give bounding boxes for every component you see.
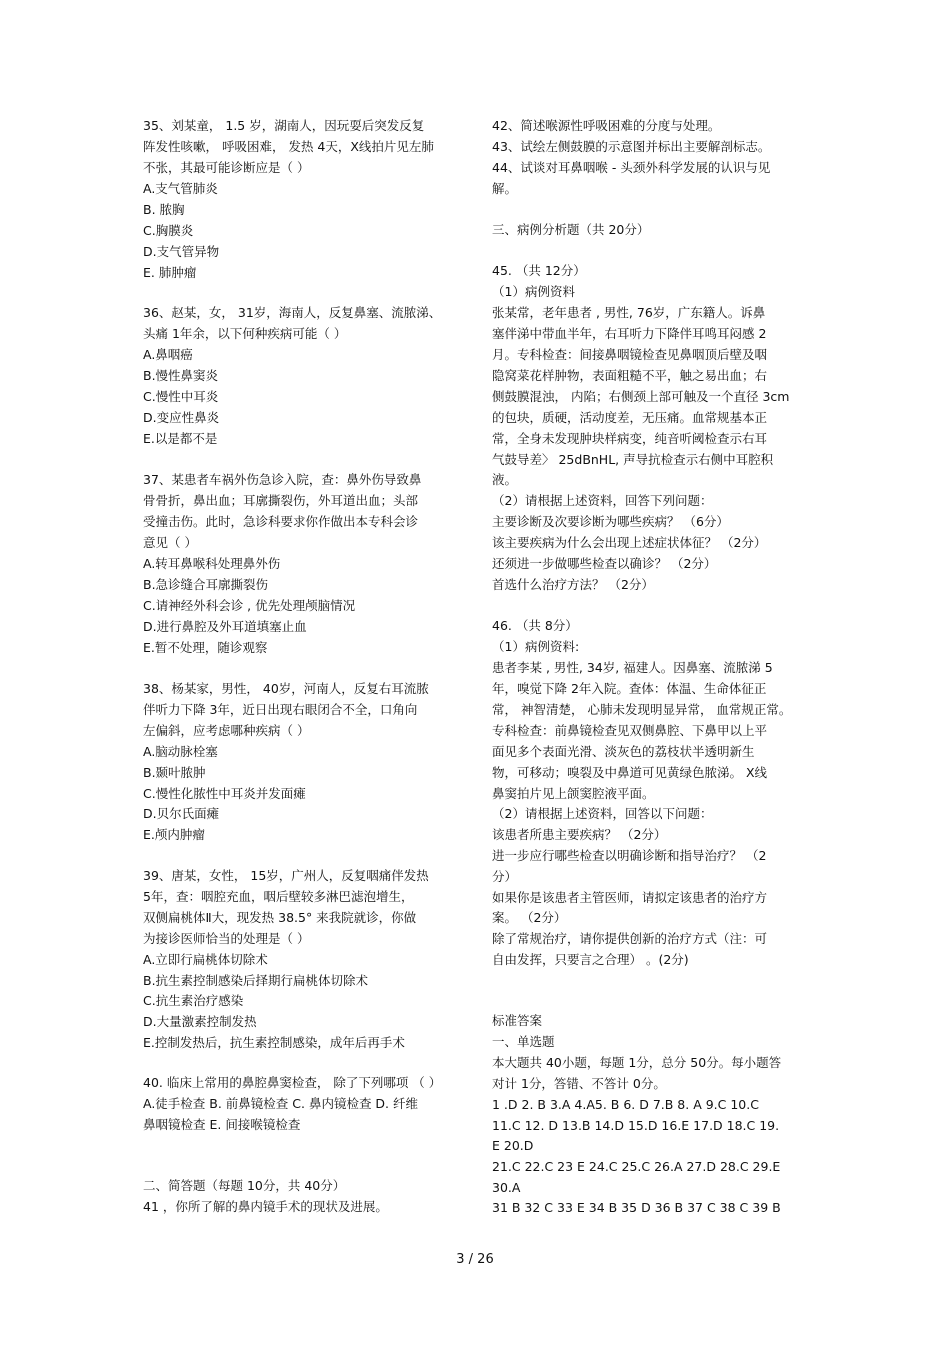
right-text-line: 除了常规治疗，请你提供创新的治疗方式（注：可 xyxy=(492,931,768,946)
left-text-line: B.急诊缝合耳廓撕裂伤 xyxy=(143,577,269,592)
left-text-line: 双侧扁桃体Ⅱ大，现发热 38.5° 来我院就诊，你做 xyxy=(143,910,417,925)
left-text-line: 36、赵某，女， 31岁，海南人，反复鼻塞、流脓涕、 xyxy=(143,305,442,320)
left-text-line: 41 ，你所了解的鼻内镜手术的现状及进展。 xyxy=(143,1199,388,1214)
left-text-line: D.大量激素控制发热 xyxy=(143,1014,257,1029)
right-text-line: 11.C 12. D 13.B 14.D 15.D 16.E 17.D 18.C 19. xyxy=(492,1118,780,1133)
right-text-line: 张某常，老年患者 , 男性, 76岁，广东籍人。诉鼻 xyxy=(492,305,766,320)
left-text-line: B. 脓胸 xyxy=(143,202,185,217)
right-text-line: 一、单选题 xyxy=(492,1034,555,1049)
right-text-line: 塞伴涕中带血半年，右耳听力下降伴耳鸣耳闷感 2 xyxy=(492,326,767,341)
left-text-line: 35、刘某童， 1.5 岁，湖南人，因玩耍后突发反复 xyxy=(143,118,425,133)
right-text-line: 物，可移动；嗅裂及中鼻道可见黄绿色脓涕。 X线 xyxy=(492,765,768,780)
right-text-line: 常， 神智清楚， 心肺未发现明显异常， 血常规正常。 xyxy=(492,702,792,717)
right-text-line: 液。 xyxy=(492,472,518,487)
right-text-line: 面见多个表面光滑、淡灰色的荔枝状半透明新生 xyxy=(492,744,755,759)
left-text-line: 头痛 1年余，以下何种疾病可能（ ） xyxy=(143,326,347,341)
right-text-line: 如果你是该患者主管医师，请拟定该患者的治疗方 xyxy=(492,890,768,905)
left-text-line: E. 肺肿瘤 xyxy=(143,265,197,280)
right-text-line: 专科检查：前鼻镜检查见双侧鼻腔、下鼻甲以上平 xyxy=(492,723,768,738)
right-text-line: 1 .D 2. B 3.A 4.A5. B 6. D 7.B 8. A 9.C 10.C xyxy=(492,1097,759,1112)
left-text-line: C.抗生素治疗感染 xyxy=(143,993,244,1008)
left-text-line: E.以是都不是 xyxy=(143,431,218,446)
right-text-line: 30.A xyxy=(492,1180,521,1195)
left-text-line: 为接诊医师恰当的处理是（ ） xyxy=(143,931,310,946)
right-text-line: （2）请根据上述资料，回答下列问题： xyxy=(492,493,713,508)
left-text-line: B.抗生素控制感染后择期行扁桃体切除术 xyxy=(143,973,369,988)
right-text-line: 侧鼓膜混浊， 内陷；右侧颈上部可触及一个直径 3cm xyxy=(492,389,790,404)
right-text-line: （1）病例资料: xyxy=(492,639,580,654)
left-text-line: 37、某患者车祸外伤急诊入院，查：鼻外伤导致鼻 xyxy=(143,472,422,487)
right-text-line: 鼻窦拍片见上颌窦腔液平面。 xyxy=(492,786,655,801)
page-number: 3 / 26 xyxy=(456,1252,494,1267)
right-text-line: 还须进一步做哪些检查以确诊？ （2分） xyxy=(492,556,717,571)
left-text-line: C.慢性化脓性中耳炎并发面瘫 xyxy=(143,786,306,801)
right-text-line: 年，嗅觉下降 2年入院。查体：体温、生命体征正 xyxy=(492,681,767,696)
right-text-line: 31 B 32 C 33 E 34 B 35 D 36 B 37 C 38 C 39 B xyxy=(492,1200,781,1215)
right-text-line: 解。 xyxy=(492,181,518,196)
right-text-line: 42、简述喉源性呼吸困难的分度与处理。 xyxy=(492,118,721,133)
right-text-line: 43、试绘左侧鼓膜的示意图并标出主要解剖标志。 xyxy=(492,139,771,154)
left-text-line: A.鼻咽癌 xyxy=(143,347,193,362)
left-text-line: 左偏斜，应考虑哪种疾病（ ） xyxy=(143,723,310,738)
right-text-line: 的包块，质硬，活动度差，无压痛。血常规基本正 xyxy=(492,410,768,425)
left-text-line: 受撞击伤。此时，急诊科要求你作做出本专科会诊 xyxy=(143,514,419,529)
right-text-line: 45. （共 12分） xyxy=(492,263,586,278)
right-text-line: 本大题共 40小题，每题 1分，总分 50分。每小题答 xyxy=(492,1055,782,1070)
right-text-line: 案。 （2分） xyxy=(492,910,567,925)
right-text-line: 标准答案 xyxy=(492,1013,543,1028)
left-text-line: C.慢性中耳炎 xyxy=(143,389,219,404)
right-text-line: 气鼓导差〉 25dBnHL, 声导抗检查示右侧中耳腔积 xyxy=(492,452,774,467)
right-text-line: 该主要疾病为什么会出现上述症状体征？ （2分） xyxy=(492,535,767,550)
right-text-line: 46. （共 8分） xyxy=(492,618,578,633)
right-text-line: 分） xyxy=(492,869,518,884)
left-text-line: D.贝尔氏面瘫 xyxy=(143,806,220,821)
left-text-line: A.徒手检查 B. 前鼻镜检查 C. 鼻内镜检查 D. 纤维 xyxy=(143,1096,418,1111)
right-text-line: 首选什么治疗方法？ （2分） xyxy=(492,577,654,592)
left-text-line: A.脑动脉栓塞 xyxy=(143,744,218,759)
right-text-line: 44、试谈对耳鼻咽喉 - 头颈外科学发展的认识与见 xyxy=(492,160,771,175)
right-text-line: 患者李某 , 男性, 34岁, 福建人。因鼻塞、流脓涕 5 xyxy=(492,660,773,675)
right-text-line: （1）病例资料 xyxy=(492,284,575,299)
right-text-line: （2）请根据上述资料，回答以下问题： xyxy=(492,806,713,821)
left-text-line: C.请神经外科会诊 , 优先处理颅脑情况 xyxy=(143,598,356,613)
left-text-line: B.颞叶脓肿 xyxy=(143,765,206,780)
left-text-line: A.转耳鼻喉科处理鼻外伤 xyxy=(143,556,281,571)
left-text-line: 不张，其最可能诊断应是（ ） xyxy=(143,160,310,175)
right-text-line: E 20.D xyxy=(492,1138,534,1153)
right-text-line: 该患者所患主要疾病？ （2分） xyxy=(492,827,667,842)
left-text-line: 骨骨折，鼻出血；耳廓撕裂伤，外耳道出血；头部 xyxy=(143,493,419,508)
left-text-line: 鼻咽镜检查 E. 间接喉镜检查 xyxy=(143,1117,301,1132)
left-text-line: 40. 临床上常用的鼻腔鼻窦检查， 除了下列哪项 （ ） xyxy=(143,1075,442,1090)
right-text-line: 主要诊断及次要诊断为哪些疾病？ （6分） xyxy=(492,514,729,529)
left-text-line: D.支气管异物 xyxy=(143,244,220,259)
right-text-line: 自由发挥，只要言之合理） 。(2分) xyxy=(492,952,689,967)
right-text-line: 对计 1分，答错、不答计 0分。 xyxy=(492,1076,666,1091)
left-text-line: E.暂不处理，随诊观察 xyxy=(143,640,268,655)
left-text-line: A.支气管肺炎 xyxy=(143,181,218,196)
right-text-line: 月。专科检查：间接鼻咽镜检查见鼻咽顶后壁及咽 xyxy=(492,347,768,362)
left-text-line: 38、杨某家，男性， 40岁，河南人，反复右耳流脓 xyxy=(143,681,429,696)
left-text-line: 伴听力下降 3年，近日出现右眼闭合不全，口角向 xyxy=(143,702,418,717)
left-text-line: D.进行鼻腔及外耳道填塞止血 xyxy=(143,619,307,634)
left-text-line: A.立即行扁桃体切除术 xyxy=(143,952,268,967)
left-text-line: 39、唐某，女性， 15岁，广州人，反复咽痛伴发热 xyxy=(143,868,429,883)
right-text-line: 常，全身未发现肿块样病变，纯音听阈检查示右耳 xyxy=(492,431,768,446)
left-text-line: 意见（ ） xyxy=(143,535,197,550)
left-text-line: 二、简答题（每题 10分，共 40分） xyxy=(143,1178,346,1193)
right-text-line: 隐窝菜花样肿物，表面粗糙不平，触之易出血；右 xyxy=(492,368,768,383)
left-text-line: D.变应性鼻炎 xyxy=(143,410,220,425)
right-text-line: 21.C 22.C 23 E 24.C 25.C 26.A 27.D 28.C 29.E xyxy=(492,1159,781,1174)
left-text-line: 5年，查：咽腔充血，咽后壁较多淋巴滤泡增生， xyxy=(143,889,414,904)
left-text-line: B.慢性鼻窦炎 xyxy=(143,368,219,383)
left-text-line: E.控制发热后，抗生素控制感染，成年后再手术 xyxy=(143,1035,405,1050)
left-text-line: C.胸膜炎 xyxy=(143,223,194,238)
right-text-line: 三、病例分析题（共 20分） xyxy=(492,222,650,237)
left-text-line: 阵发性咳嗽， 呼吸困难， 发热 4天，X线拍片见左肺 xyxy=(143,139,434,154)
right-text-line: 进一步应行哪些检查以明确诊断和指导治疗？ （2 xyxy=(492,848,767,863)
left-text-line: E.颅内肿瘤 xyxy=(143,827,205,842)
